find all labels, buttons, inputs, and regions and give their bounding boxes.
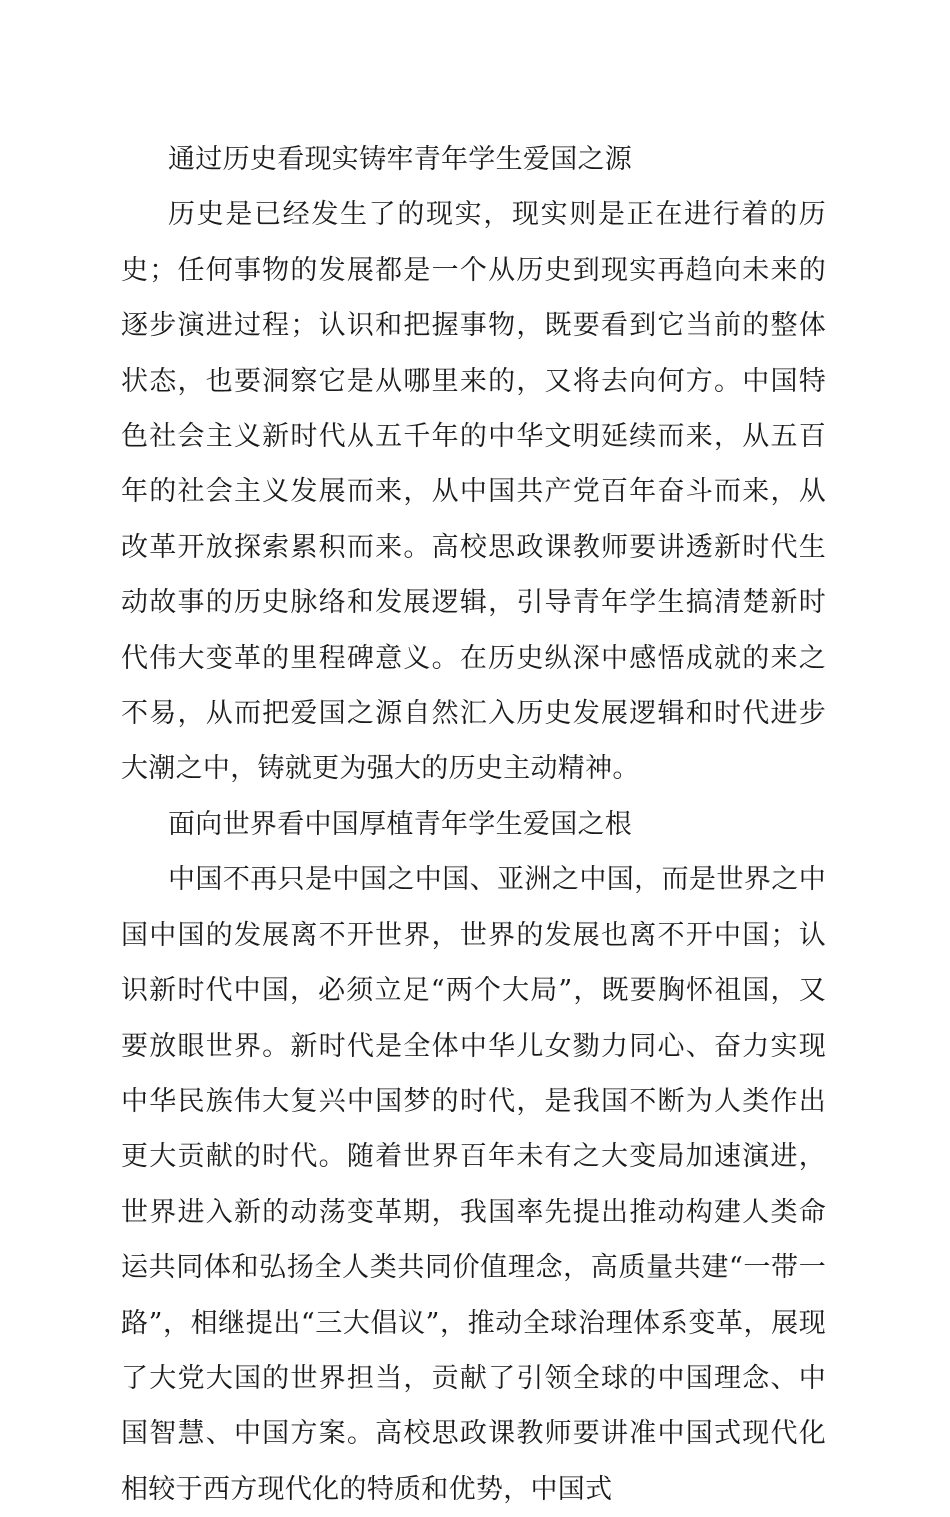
section-paragraph-world: 中国不再只是中国之中国、亚洲之中国，而是世界之中国中国的发展离不开世界，世界的发展也离不开中国；认识新时代中国，必须立足“两个大局”，既要胸怀祖国，又要放眼世界。新时代是全体中华儿女勠力同心、奋力实现中华民族伟大复兴中国梦的时代，是我国不断为人类作出更大贡献的时代。随着世界百年未有之大变局加速演进，世界进入新的动荡变革期，我国率先提出推动构建人类命运共同体和弘扬全人类共同价值理念，高质量共建“一带一路”，相继提出“三大倡议”，推动全球治理体系变革，展现了大党大国的世界担当，贡献了引领全球的中国理念、中国智慧、中国方案。高校思政课教师要讲准中国式现代化相较于西方现代化的特质和优势，中国式 xyxy=(121,864,826,1505)
section-heading-history: 通过历史看现实铸牢青年学生爱国之源 xyxy=(168,144,633,175)
section-paragraph-history: 历史是已经发生了的现实，现实则是正在进行着的历史；任何事物的发展都是一个从历史到现实再趋向未来的逐步演进过程；认识和把握事物，既要看到它当前的整体状态，也要洞察它是从哪里来的，又将去向何方。中国特色社会主义新时代从五千年的中华文明延续而来，从五百年的社会主义发展而来，从中国共产党百年奋斗而来，从改革开放探索累积而来。高校思政课教师要讲透新时代生动故事的历史脉络和发展逻辑，引导青年学生搞清楚新时代伟大变革的里程碑意义。在历史纵深中感悟成就的来之不易，从而把爱国之源自然汇入历史发展逻辑和时代进步大潮之中，铸就更为强大的历史主动精神。 xyxy=(121,199,826,785)
document-body xyxy=(121,132,826,1517)
section-heading-world: 面向世界看中国厚植青年学生爱国之根 xyxy=(168,808,633,840)
